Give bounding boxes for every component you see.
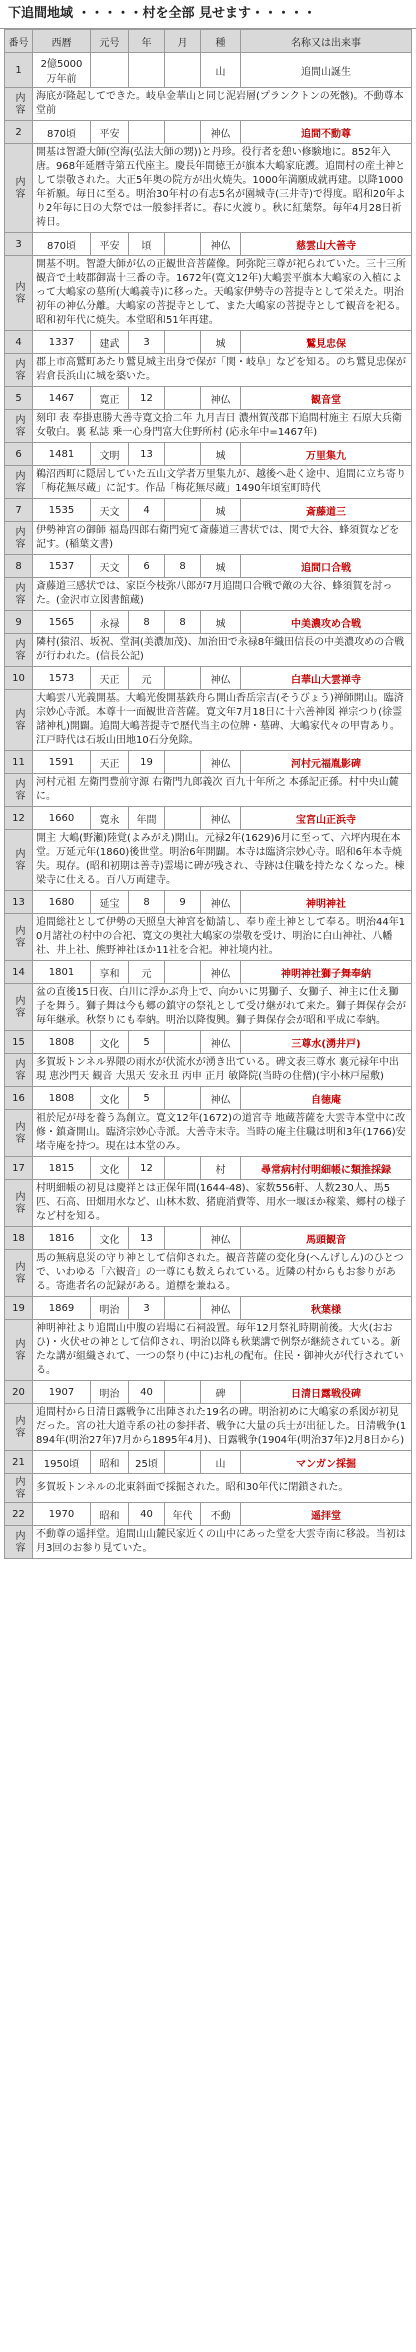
row-description: 追間村から日清日露戦争に出陣された19名の碑。明治初めに大嶋家の系図が初見だった。宮の社大道寺系の社の参拝者、戦争に大量の兵士が出征した。日清戦争(1894年(明治27年)7月から1895年4月)、日露戦争(1904年(明治37年)2月8日から) [33, 1404, 412, 1451]
row-year: 1591 [33, 751, 91, 774]
row-era: 文化 [91, 1031, 129, 1054]
row-name: 神明神社 [241, 891, 412, 914]
row-era-year [129, 53, 165, 88]
row-description: 追間総社として伊勢の天照皇大神宮を勧請し、奉り産土神として奉る。明治44年10月諸社の村中の合祀、寛文の奥社大嶋家の崇敬を受け、明治に白山神社、八幡社、井上社、熊野神社ほか11社を合祀。神社境内社。 [33, 914, 412, 961]
row-era: 天正 [91, 667, 129, 690]
row-year: 1970 [33, 1503, 91, 1526]
row-era-year [129, 121, 165, 144]
content-label: 内容 [5, 522, 33, 555]
row-era: 天文 [91, 555, 129, 578]
row-number: 6 [5, 443, 33, 466]
row-type: 神仏 [201, 667, 241, 690]
table-row-detail [5, 914, 412, 961]
table-row-detail [5, 1054, 412, 1087]
row-era-year: 13 [129, 443, 165, 466]
table-row [5, 1381, 412, 1404]
row-era-year: 頃 [129, 233, 165, 256]
row-number: 11 [5, 751, 33, 774]
col-header: 元号 [91, 30, 129, 53]
content-label: 内容 [5, 690, 33, 751]
row-year: 1950頃 [33, 1451, 91, 1474]
row-era: 建武 [91, 331, 129, 354]
row-month [165, 499, 201, 522]
table-row [5, 121, 412, 144]
row-year: 1869 [33, 1297, 91, 1320]
row-year: 870頃 [33, 121, 91, 144]
row-description: 馬の無病息災の守り神として信仰された。観音菩薩の変化身(へんげしん)のひとつで、いわゆる「六観音」の一尊にも数えられている。近隣の村からもお参りがある。寄進者名の記録がある。道標を兼ねる。 [33, 1250, 412, 1297]
row-name: 観音堂 [241, 387, 412, 410]
table-row [5, 751, 412, 774]
row-description: 隣村(猿沼、坂祝、堂洞(美濃加茂)、加治田で永禄8年織田信長の中美濃攻めの合戦が行われた。(信長公記) [33, 634, 412, 667]
row-type: 不動 [201, 1503, 241, 1526]
row-type: 神仏 [201, 1031, 241, 1054]
row-type: 山 [201, 1451, 241, 1474]
row-description: 開主 大嶋(野瀬)陸覚(よみがえ)開山。元禄2年(1629)6月に至って、六坪内現在本堂。万延元年(1860)後世堂。明治6年開闢。本寺は臨済宗妙心寺。昭和6年本寺焼失。現存。(昭和初期は善寺)霊場に碑が残され、寺跡は住職を持たなくなった。棟梁寺に仕える。百八万両建寺。 [33, 830, 412, 891]
table-row-detail [5, 1320, 412, 1381]
table-row [5, 499, 412, 522]
row-type: 神仏 [201, 961, 241, 984]
row-name: 斎藤道三 [241, 499, 412, 522]
row-year: 870頃 [33, 233, 91, 256]
row-description: 河村元祖 左衛門豊前守源 右衛門九郎義次 百九十年所之 本孫記正孫。村中央山麓に。 [33, 774, 412, 807]
content-label: 内容 [5, 634, 33, 667]
table-row-detail [5, 144, 412, 233]
row-number: 4 [5, 331, 33, 354]
content-label: 内容 [5, 1474, 33, 1503]
content-label: 内容 [5, 1250, 33, 1297]
table-row [5, 555, 412, 578]
content-label: 内容 [5, 774, 33, 807]
table-row [5, 961, 412, 984]
row-name: 神明神社獅子舞奉納 [241, 961, 412, 984]
row-year: 2億5000万年前 [33, 53, 91, 88]
row-description: 村明細帳の初見は慶祥とは正保年間(1644-48)、家数556軒、人数230人、馬5匹、石高、田畑用水など、山林木数、猪鹿消費等、用水一堰ほか稼業、郷村の様子など村を知る。 [33, 1180, 412, 1227]
row-number: 9 [5, 611, 33, 634]
table-row-detail [5, 88, 412, 121]
row-year: 1815 [33, 1157, 91, 1180]
row-name: 馬頭観音 [241, 1227, 412, 1250]
row-year: 1680 [33, 891, 91, 914]
table-row [5, 331, 412, 354]
row-era-year: 5 [129, 1031, 165, 1054]
row-type: 神仏 [201, 807, 241, 830]
row-year: 1537 [33, 555, 91, 578]
table-row-detail [5, 1180, 412, 1227]
row-era-year: 4 [129, 499, 165, 522]
row-era-year: 25頃 [129, 1451, 165, 1474]
table-body [5, 53, 412, 1559]
table-row-detail [5, 1526, 412, 1559]
row-era: 平安 [91, 233, 129, 256]
row-number: 19 [5, 1297, 33, 1320]
row-era-year: 40 [129, 1381, 165, 1404]
table-row-detail [5, 690, 412, 751]
row-era-year: 3 [129, 1297, 165, 1320]
col-header: 年 [129, 30, 165, 53]
table-row-detail [5, 774, 412, 807]
content-label: 内容 [5, 1320, 33, 1381]
row-number: 2 [5, 121, 33, 144]
table-row [5, 1227, 412, 1250]
row-name: 遥拝堂 [241, 1503, 412, 1526]
row-name: 追間山誕生 [241, 53, 412, 88]
row-type: 山 [201, 53, 241, 88]
row-era: 文化 [91, 1227, 129, 1250]
row-number: 1 [5, 53, 33, 88]
table-row [5, 1451, 412, 1474]
row-type: 神仏 [201, 1087, 241, 1110]
table-row [5, 1031, 412, 1054]
row-name: 慈雲山大善寺 [241, 233, 412, 256]
row-month [165, 121, 201, 144]
row-name: 白華山大雲禅寺 [241, 667, 412, 690]
row-era-year: 元 [129, 961, 165, 984]
row-era-year: 8 [129, 891, 165, 914]
row-era: 延宝 [91, 891, 129, 914]
content-label: 内容 [5, 354, 33, 387]
row-name: 鷲見忠保 [241, 331, 412, 354]
row-type: 村 [201, 1157, 241, 1180]
row-type: 神仏 [201, 387, 241, 410]
row-name: 中美濃攻め合戦 [241, 611, 412, 634]
row-number: 16 [5, 1087, 33, 1110]
row-month: 8 [165, 555, 201, 578]
row-era: 永禄 [91, 611, 129, 634]
table-row-detail [5, 578, 412, 611]
row-number: 5 [5, 387, 33, 410]
header-row [5, 30, 412, 53]
table-row-detail [5, 1404, 412, 1451]
row-type: 神仏 [201, 233, 241, 256]
row-number: 14 [5, 961, 33, 984]
row-month [165, 1157, 201, 1180]
row-type: 神仏 [201, 751, 241, 774]
row-era: 寛永 [91, 807, 129, 830]
row-era-year: 6 [129, 555, 165, 578]
content-label: 内容 [5, 578, 33, 611]
row-number: 21 [5, 1451, 33, 1474]
row-number: 10 [5, 667, 33, 690]
row-name: 河村元福胤影碑 [241, 751, 412, 774]
row-description: 斎藤道三感状では、家臣今枝弥八郎が7月追間口合戦で敵の大谷、蜂須賀を討った。(金沢市立図書館蔵) [33, 578, 412, 611]
table-row-detail [5, 522, 412, 555]
row-type: 城 [201, 331, 241, 354]
table-row-detail [5, 984, 412, 1031]
table-row [5, 53, 412, 88]
row-number: 12 [5, 807, 33, 830]
row-month [165, 331, 201, 354]
table-row-detail [5, 1474, 412, 1503]
row-month [165, 1087, 201, 1110]
table-row-detail [5, 830, 412, 891]
row-name: 尋常病村付明細帳に類推採録 [241, 1157, 412, 1180]
row-name: 万里集九 [241, 443, 412, 466]
row-number: 3 [5, 233, 33, 256]
table-row [5, 387, 412, 410]
table-row [5, 1087, 412, 1110]
col-header: 月 [165, 30, 201, 53]
table-row-detail [5, 466, 412, 499]
history-table [4, 29, 412, 1559]
row-era: 天文 [91, 499, 129, 522]
row-type: 神仏 [201, 1297, 241, 1320]
row-type: 神仏 [201, 1227, 241, 1250]
row-name: 秋葉様 [241, 1297, 412, 1320]
content-label: 内容 [5, 830, 33, 891]
row-era: 昭和 [91, 1503, 129, 1526]
row-era-year: 12 [129, 387, 165, 410]
row-month [165, 807, 201, 830]
content-label: 内容 [5, 466, 33, 499]
row-era: 平安 [91, 121, 129, 144]
content-label: 内容 [5, 88, 33, 121]
row-era: 寛正 [91, 387, 129, 410]
row-type: 神仏 [201, 891, 241, 914]
row-era-year: 5 [129, 1087, 165, 1110]
row-name: 宝宮山正浜寺 [241, 807, 412, 830]
col-header: 種 [201, 30, 241, 53]
row-month [165, 961, 201, 984]
row-month [165, 1297, 201, 1320]
table-row [5, 611, 412, 634]
row-name: 三尊水(湧井戸) [241, 1031, 412, 1054]
row-type: 城 [201, 443, 241, 466]
table-row-detail [5, 1110, 412, 1157]
row-year: 1816 [33, 1227, 91, 1250]
row-description: 伊勢神宮の御師 福島四郎右衛門宛て斎藤道三書状では、関で大谷、蜂須賀などを記す。(稲葉文書) [33, 522, 412, 555]
table-row [5, 443, 412, 466]
row-era: 文化 [91, 1157, 129, 1180]
row-description: 大嶋雲八光義開基。大嶋光俊開基鉄舟ら開山香岳宗吉(そうびょう)禅師開山。臨済宗妙心寺派。本尊十一面観世音菩薩。寛文年7月18日に十六善神図 禅宗つり(徐霊諸神札)開闢。追間大嶋菩提寺で歴代当主の位牌・墓碑、大嶋家代々の甲冑あり。江戸時代は石坂山田地10石分免除。 [33, 690, 412, 751]
content-label: 内容 [5, 984, 33, 1031]
row-description: 開基は智證大師(空海(弘法大師の甥))と丹珍。役行者を憩い修験地に。852年入唐。968年延暦寺第五代座主。慶長年間徳王が旗本大嶋家庇護。追間村の産土神として崇敬された。大正5年奥の院方が出火焼失。1000年満願成就再建。以降1000年祈願。毎日に至る。明治30年村の有志5名が園城寺(三井寺)で得度。昭和20年より2年毎に日の大祭では一般参拝者に。春に火渡り。秋に紅葉祭。毎年4月28日祈祷日。 [33, 144, 412, 233]
row-year: 1907 [33, 1381, 91, 1404]
row-type: 城 [201, 555, 241, 578]
row-month: 年代 [165, 1503, 201, 1526]
row-year: 1660 [33, 807, 91, 830]
row-year: 1801 [33, 961, 91, 984]
row-era-year: 元 [129, 667, 165, 690]
row-name: マンガン採掘 [241, 1451, 412, 1474]
row-description: 多賀坂トンネルの北東斜面で採掘された。昭和30年代に閉鎖された。 [33, 1474, 412, 1503]
row-era: 明治 [91, 1381, 129, 1404]
content-label: 内容 [5, 1054, 33, 1087]
row-number: 20 [5, 1381, 33, 1404]
table-row-detail [5, 410, 412, 443]
row-month [165, 53, 201, 88]
row-description: 祖於尼が母を養う為創立。寛文12年(1672)の道宮寺 地蔵菩薩を大雲寺本堂中に改修・鎮斎開山。臨済宗妙心寺派。大善寺末寺。当時の庵主住職は明和3年(1766)安堵寺庵を持つ。現在は本堂のみ。 [33, 1110, 412, 1157]
row-month [165, 751, 201, 774]
row-type: 神仏 [201, 121, 241, 144]
row-era-year: 19 [129, 751, 165, 774]
content-label: 内容 [5, 1110, 33, 1157]
row-number: 15 [5, 1031, 33, 1054]
row-era-year: 12 [129, 1157, 165, 1180]
content-label: 内容 [5, 256, 33, 331]
row-description: 郡上市高鷲町あたり鷲見城主出身で保が「関・岐阜」などを知る。のち鷲見忠保が岩倉長浜山に城を築いた。 [33, 354, 412, 387]
table-row [5, 1503, 412, 1526]
table-row [5, 1157, 412, 1180]
row-month [165, 1381, 201, 1404]
row-description: 多賀坂トンネル界隈の雨水が伏流水が湧き出ている。碑文表三尊水 裏元禄年中出現 恵沙門天 観音 大黒天 安永丑 丙申 正月 敏降院(当時の住僧)(宇小林戸屋敷) [33, 1054, 412, 1087]
row-month [165, 387, 201, 410]
col-header: 名称又は出来事 [241, 30, 412, 53]
table-row [5, 807, 412, 830]
row-number: 18 [5, 1227, 33, 1250]
row-era: 明治 [91, 1297, 129, 1320]
col-header: 西暦 [33, 30, 91, 53]
row-number: 17 [5, 1157, 33, 1180]
row-number: 7 [5, 499, 33, 522]
table-row [5, 891, 412, 914]
row-name: 日清日露戦役碑 [241, 1381, 412, 1404]
row-month [165, 443, 201, 466]
row-year: 1808 [33, 1087, 91, 1110]
row-era-year: 13 [129, 1227, 165, 1250]
table-row-detail [5, 1250, 412, 1297]
row-description: 海底が隆起してできた。岐阜金華山と同じ泥岩層(プランクトンの死骸)。不動尊本堂前 [33, 88, 412, 121]
row-month [165, 667, 201, 690]
row-year: 1467 [33, 387, 91, 410]
content-label: 内容 [5, 1526, 33, 1559]
row-month [165, 1451, 201, 1474]
content-label: 内容 [5, 914, 33, 961]
row-number: 8 [5, 555, 33, 578]
table-row-detail [5, 354, 412, 387]
row-description: 開基不明。智證大師が仏の正観世音菩薩像。阿弥陀三尊が祀られていた。三十三所観音で土岐郡御嵩十三番の寺。1672年(寛文12年)大嶋雲平旗本大嶋家の入植によって大嶋家の墓所(大嶋義寺)に移った。天嶋家伊勢寺の菩提寺として栄えた。明治初年の神仏分離。大嶋家の菩提寺として、また大嶋家の菩提寺として観音を祀る。昭和初年代に焼失。本堂昭和51年再建。 [33, 256, 412, 331]
row-description: 神明神社より追間山中腹の岩場に石祠設置。毎年12月祭礼時期前後。大火(おおひ)・火伏せの神として信仰され、明治以降も秋葉講で例祭が継続されている。新たな講が組織されて、一つの祭り(中に)お札の配布。住民・御神火が代行されている。 [33, 1320, 412, 1381]
row-era [91, 53, 129, 88]
row-month [165, 1031, 201, 1054]
row-era-year: 8 [129, 611, 165, 634]
row-number: 13 [5, 891, 33, 914]
row-month: 9 [165, 891, 201, 914]
table-row [5, 1297, 412, 1320]
row-year: 1573 [33, 667, 91, 690]
row-era: 文明 [91, 443, 129, 466]
row-type: 城 [201, 611, 241, 634]
row-month [165, 233, 201, 256]
row-year: 1808 [33, 1031, 91, 1054]
row-era: 享和 [91, 961, 129, 984]
content-label: 内容 [5, 1180, 33, 1227]
table-row [5, 233, 412, 256]
table-row [5, 667, 412, 690]
row-name: 追間口合戦 [241, 555, 412, 578]
page-title: 下追間地域 ・・・・・村を全部 見せます・・・・・ [0, 0, 416, 29]
row-description: 盆の直後15日夜、白川に浮かぶ舟上で、向かいに男獅子、女獅子、神主に仕え獅子を舞う。獅子舞は今も郷の鎮守の祭礼として受け継がれて来た。獅子舞保存会が毎年継承。秋祭りにも奉納。明治以降復興。獅子舞保存会が昭和平成に奉納。 [33, 984, 412, 1031]
content-label: 内容 [5, 1404, 33, 1451]
row-month [165, 1227, 201, 1250]
row-year: 1337 [33, 331, 91, 354]
table-row-detail [5, 256, 412, 331]
row-description: 不動尊の遥拝堂。追間山山麓民家近くの山中にあった堂を大雲寺南に移設。当初は月3回のお参り見ていた。 [33, 1526, 412, 1559]
row-era: 昭和 [91, 1451, 129, 1474]
row-name: 自徳庵 [241, 1087, 412, 1110]
row-year: 1535 [33, 499, 91, 522]
row-number: 22 [5, 1503, 33, 1526]
row-era-year: 年間 [129, 807, 165, 830]
col-header: 番号 [5, 30, 33, 53]
row-description: 刻印 表 奉掛恵勝大善寺寛文拾二年 九月吉日 濃州賀茂郡下追間村施主 石原大兵衛女敬白。裏 私誌 乗一心身門富大住野所村 (応永年中=1467年) [33, 410, 412, 443]
row-era: 文化 [91, 1087, 129, 1110]
content-label: 内容 [5, 410, 33, 443]
row-era-year: 40 [129, 1503, 165, 1526]
row-year: 1481 [33, 443, 91, 466]
table-row-detail [5, 634, 412, 667]
row-type: 碑 [201, 1381, 241, 1404]
row-name: 追間不動尊 [241, 121, 412, 144]
row-description: 鵜沼西町に隠居していた五山文学者万里集九が、越後へ赴く途中、追間に立ち寄り「梅花無尽蔵」に記す。作品「梅花無尽蔵」1490年頃室町時代 [33, 466, 412, 499]
row-year: 1565 [33, 611, 91, 634]
content-label: 内容 [5, 144, 33, 233]
row-era: 天正 [91, 751, 129, 774]
row-month: 8 [165, 611, 201, 634]
row-era-year: 3 [129, 331, 165, 354]
row-type: 城 [201, 499, 241, 522]
